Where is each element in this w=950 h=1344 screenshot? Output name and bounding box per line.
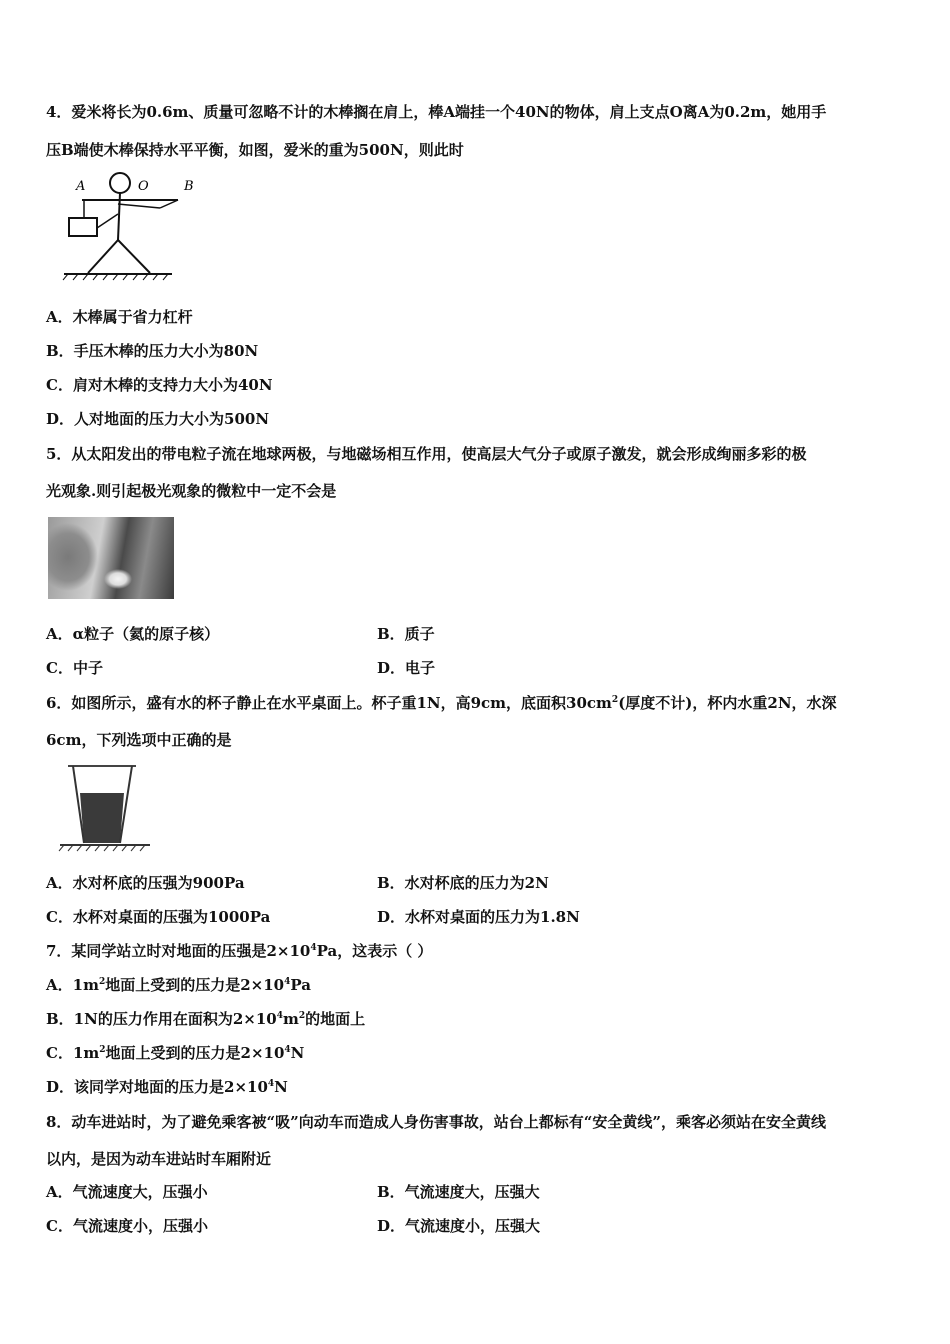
q7-option-d-text-1: D．该同学对地面的压力是2×10 (46, 1078, 268, 1096)
q7-option-b-text-1: B．1N的压力作用在面积为2×10 (46, 1010, 277, 1028)
q6-stem-sup: 2 (611, 695, 619, 705)
q7-option-c-text-2: 地面上受到的压力是2×10 (105, 1044, 285, 1062)
q6-stem-text-a: 6．如图所示，盛有水的杯子静止在水平桌面上。杯子重1N，高9cm，底面积30cm (46, 694, 612, 712)
q7-option-a[interactable] (46, 975, 311, 995)
q7-option-c[interactable] (46, 1043, 304, 1063)
q4-stem-line2: 压B端使木棒保持水平平衡，如图，爱米的重为500N，则此时 (46, 141, 464, 159)
q7-option-a-sup-2: 4 (284, 977, 291, 987)
q7-option-c-sup-1: 2 (99, 1045, 106, 1055)
aurora-photo (48, 517, 174, 599)
q8-option-c[interactable]: C．气流速度小，压强小 (46, 1217, 208, 1235)
q7-stem-sup: 4 (310, 943, 317, 953)
q7-option-b-text-2: m (282, 1010, 299, 1028)
q7-option-d-sup: 4 (267, 1079, 275, 1089)
q4-option-a[interactable]: A．木棒属于省力杠杆 (46, 308, 193, 326)
q6-option-a[interactable]: A．水对杯底的压强为900Pa (46, 874, 245, 892)
q8-option-a[interactable]: A．气流速度大，压强小 (46, 1183, 208, 1201)
q7-option-b-text-3: 的地面上 (305, 1010, 366, 1028)
q5-stem-line1: 5．从太阳发出的带电粒子流在地球两极，与地磁场相互作用，使高层大气分子或原子激发，就会形成绚丽多彩的极 (46, 445, 807, 463)
q7-option-c-text-1: C．1m (46, 1044, 100, 1062)
q4-option-b[interactable]: B．手压木棒的压力大小为80N (46, 342, 259, 360)
q8-option-d[interactable]: D．气流速度小，压强大 (377, 1217, 541, 1235)
q7-option-b-sup-1: 4 (276, 1011, 283, 1021)
q7-option-a-sup-1: 2 (98, 977, 106, 987)
q5-option-d[interactable]: D．电子 (377, 659, 436, 677)
q8-stem-line1: 8．动车进站时，为了避免乘客被“吸”向动车而造成人身伤害事故，站台上都标有“安全黄线”，乘客必须站在安全黄线 (46, 1113, 826, 1131)
q7-option-b-sup-2: 2 (298, 1011, 306, 1021)
q6-cup-figure (58, 763, 154, 853)
q5-option-a[interactable]: A．α粒子（氦的原子核） (46, 625, 220, 643)
figure-label-a: A (76, 179, 86, 194)
q7-option-b[interactable] (46, 1009, 365, 1029)
q5-stem-line2: 光观象.则引起极光观象的微粒中一定不会是 (46, 482, 337, 500)
figure-label-o: O (138, 179, 149, 194)
q5-option-b[interactable]: B．质子 (377, 625, 435, 643)
q6-option-b[interactable]: B．水对杯底的压力为2N (377, 874, 549, 892)
q6-option-c[interactable]: C．水杯对桌面的压强为1000Pa (46, 908, 271, 926)
q6-stem-line1 (46, 693, 837, 713)
q7-option-c-text-3: N (290, 1044, 305, 1062)
q7-stem-text-a: 7．某同学站立时对地面的压强是2×10 (46, 942, 311, 960)
q7-option-a-text-1: A．1m (46, 976, 99, 994)
q8-stem-line2: 以内，是因为动车进站时车厢附近 (46, 1150, 272, 1168)
q7-option-c-sup-2: 4 (284, 1045, 291, 1055)
q4-option-c[interactable]: C．肩对木棒的支持力大小为40N (46, 376, 273, 394)
q6-stem-text-b: (厚度不计)，杯内水重2N，水深 (618, 694, 837, 712)
q7-option-a-text-2: 地面上受到的压力是2×10 (105, 976, 285, 994)
q5-option-c[interactable]: C．中子 (46, 659, 103, 677)
q6-stem-line2: 6cm，下列选项中正确的是 (46, 731, 232, 749)
q4-option-d[interactable]: D．人对地面的压力大小为500N (46, 410, 270, 428)
q8-option-b[interactable]: B．气流速度大，压强大 (377, 1183, 540, 1201)
figure-label-b: B (184, 179, 194, 194)
q7-option-d[interactable] (46, 1077, 288, 1097)
q4-lever-figure (60, 170, 194, 282)
q7-stem-text-b: Pa，这表示（ ） (316, 942, 433, 960)
q7-option-a-text-3: Pa (290, 976, 311, 994)
q4-stem-line1: 4．爱米将长为0.6m、质量可忽略不计的木棒搁在肩上，棒A端挂一个40N的物体，肩上支点O离A为0.2m，她用手 (46, 103, 827, 121)
q7-stem (46, 941, 432, 961)
q7-option-d-text-2: N (274, 1078, 288, 1096)
q6-option-d[interactable]: D．水杯对桌面的压力为1.8N (377, 908, 580, 926)
